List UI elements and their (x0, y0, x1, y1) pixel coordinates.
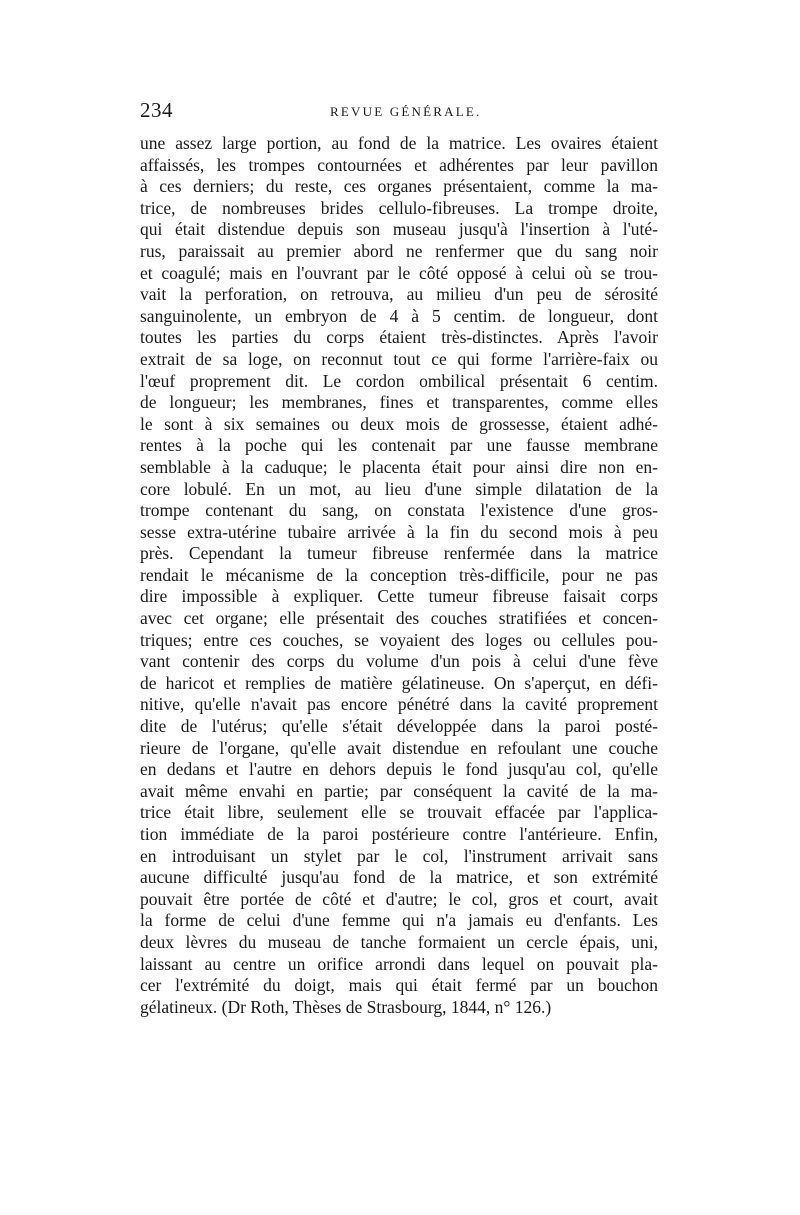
text-line: extrait de sa loge, on reconnut tout ce qui forme l'arrière-faix ou (140, 348, 658, 369)
page-number: 234 (140, 98, 173, 122)
text-line: la forme de celui d'une femme qui n'a jamais eu d'enfants. Les (140, 910, 658, 931)
text-line: l'œuf proprement dit. Le cordon ombilical présentait 6 centim. (140, 370, 658, 391)
text-line: toutes les parties du corps étaient très-distinctes. Après l'avoir (140, 327, 658, 348)
text-line: à ces derniers; du reste, ces organes présentaient, comme la ma- (140, 176, 658, 197)
text-line: aucune difficulté jusqu'au fond de la matrice, et son extrémité (140, 867, 658, 888)
text-line: en dedans et l'autre en dehors depuis le fond jusqu'au col, qu'elle (140, 759, 658, 780)
text-line: laissant au centre un orifice arrondi dans lequel on pouvait pla- (140, 953, 658, 974)
text-line: dite de l'utérus; qu'elle s'était développée dans la paroi posté- (140, 716, 658, 737)
text-line: cer l'extrémité du doigt, mais qui était fermé par un bouchon (140, 975, 658, 996)
text-line: vant contenir des corps du volume d'un pois à celui d'une fève (140, 651, 658, 672)
text-line: rus, paraissait au premier abord ne renfermer que du sang noir (140, 240, 658, 261)
text-line: tion immédiate de la paroi postérieure contre l'antérieure. Enfin, (140, 824, 658, 844)
text-line: triques; entre ces couches, se voyaient des loges ou cellules pou- (140, 629, 658, 650)
text-line: deux lèvres du museau de tanche formaient un cercle épais, uni, (140, 931, 658, 952)
text-line: semblable à la caduque; le placenta était pour ainsi dire non en- (140, 456, 658, 477)
text-line: et coagulé; mais en l'ouvrant par le côté opposé à celui où se trou- (140, 262, 658, 283)
body-text (140, 133, 658, 1018)
text-line-last: gélatineux. (Dr Roth, Thèses de Strasbourg, 1844, n° 126.) (140, 996, 552, 1017)
page-header (140, 98, 655, 128)
text-line: core lobulé. En un mot, au lieu d'une simple dilatation de la (140, 478, 658, 499)
text-line: vait la perforation, on retrouva, au milieu d'un peu de sérosité (140, 284, 658, 305)
text-line: rentes à la poche qui les contenait par une fausse membrane (140, 435, 658, 456)
text-line: sesse extra-utérine tubaire arrivée à la fin du second mois à peu (140, 521, 658, 542)
text-line: pouvait être portée de côté et d'autre; le col, gros et court, avait (140, 888, 658, 909)
text-line: trice, de nombreuses brides cellulo-fibreuses. La trompe droite, (140, 197, 658, 218)
text-line: rendait le mécanisme de la conception très-difficile, pour ne pas (140, 564, 658, 585)
text-line: affaissés, les trompes contournées et adhérentes par leur pavillon (140, 154, 658, 175)
text-line: de longueur; les membranes, fines et transparentes, comme elles (140, 392, 658, 413)
text-line: trompe contenant du sang, on constata l'existence d'une gros- (140, 500, 658, 521)
text-line: près. Cependant la tumeur fibreuse renfermée dans la matrice (140, 543, 658, 564)
text-line: avec cet organe; elle présentait des couches stratifiées et concen- (140, 608, 658, 629)
text-line: le sont à six semaines ou deux mois de grossesse, étaient adhé- (140, 413, 658, 434)
text-line: en introduisant un stylet par le col, l'instrument arrivait sans (140, 845, 658, 866)
text-line: avait même envahi en partie; par conséquent la cavité de la ma- (140, 780, 658, 801)
text-line: de haricot et remplies de matière gélatineuse. On s'aperçut, en défi- (140, 672, 658, 693)
text-line: trice était libre, seulement elle se trouvait effacée par l'applica- (140, 802, 658, 823)
text-line: une assez large portion, au fond de la matrice. Les ovaires étaient (140, 133, 658, 153)
text-line: nitive, qu'elle n'avait pas encore pénétré dans la cavité proprement (140, 694, 658, 715)
running-title: REVUE GÉNÉRALE. (330, 104, 482, 119)
text-line: qui était distendue depuis son museau jusqu'à l'insertion à l'uté- (140, 219, 658, 240)
text-line: dire impossible à expliquer. Cette tumeur fibreuse faisait corps (140, 586, 658, 607)
text-line: rieure de l'organe, qu'elle avait distendue en refoulant une couche (140, 737, 658, 758)
text-line: sanguinolente, un embryon de 4 à 5 centim. de longueur, dont (140, 305, 658, 326)
